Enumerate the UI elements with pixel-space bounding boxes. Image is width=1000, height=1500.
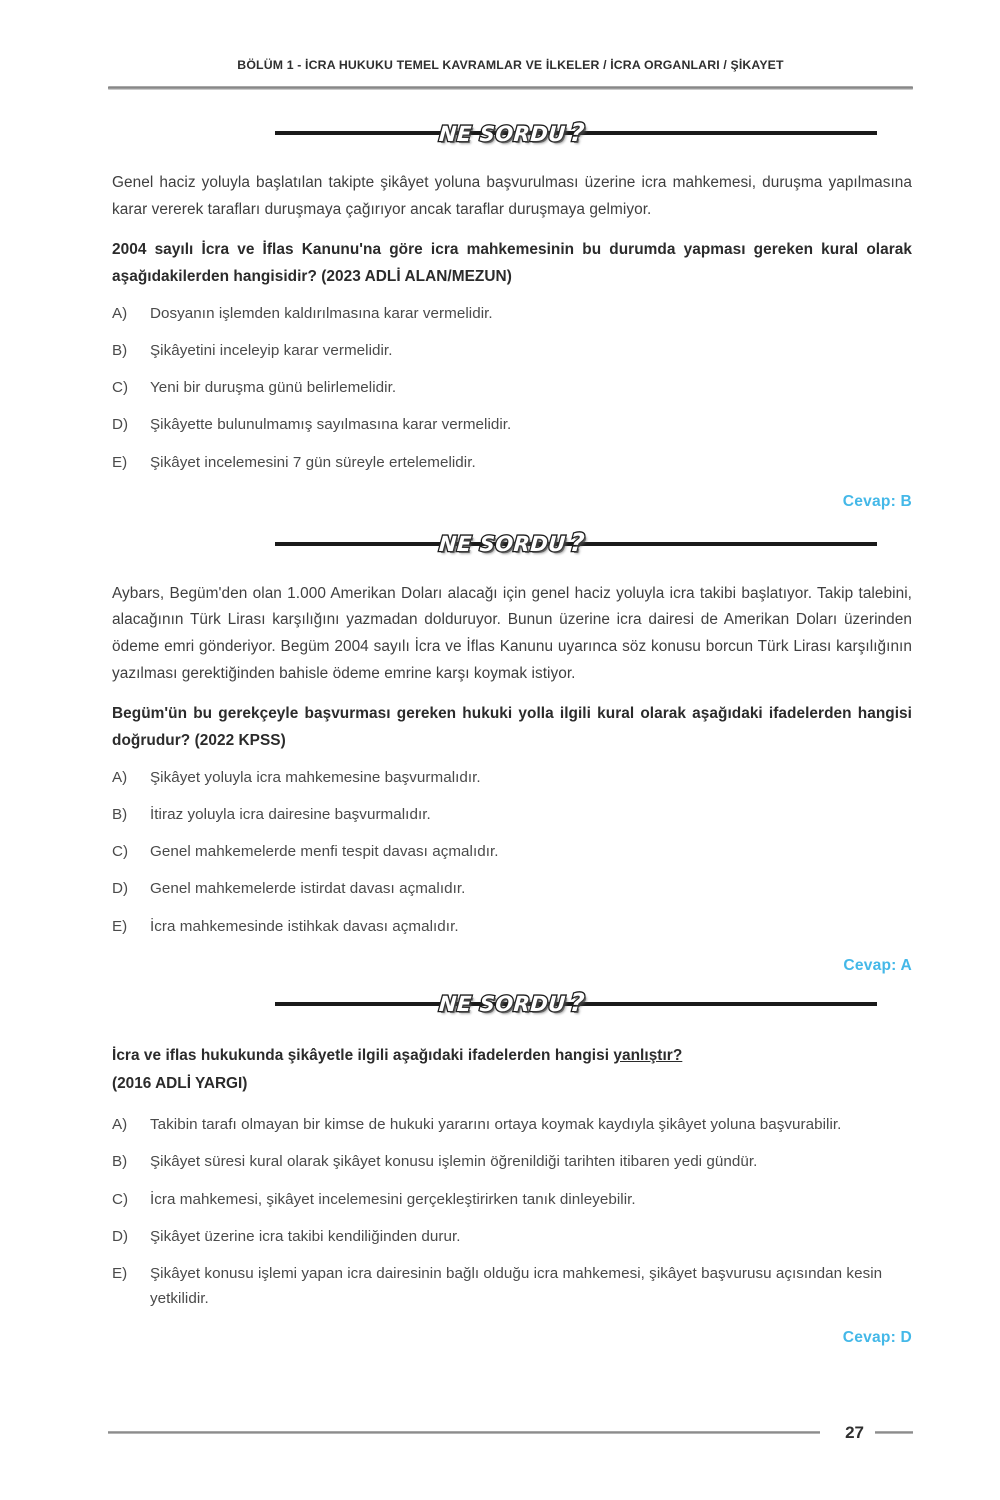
question-prompt	[112, 1043, 912, 1070]
option-text: Şikâyet yoluyla icra mahkemesine başvurmalıdır.	[150, 768, 481, 786]
option-text: İtiraz yoluyla icra dairesine başvurmalıdır.	[150, 805, 431, 823]
option-row[interactable]	[112, 914, 912, 939]
option-text: Şikâyet üzerine icra takibi kendiliğinden durur.	[150, 1227, 461, 1245]
question-prompt: Begüm'ün bu gerekçeyle başvurması gereken hukuki yolla ilgili kural olarak aşağıdaki ifadelerden hangisi doğrudur? (2022 KPSS)	[112, 705, 912, 749]
ne-sordu-banner	[112, 983, 912, 1025]
option-row[interactable]	[112, 301, 912, 326]
ne-sordu-banner	[112, 112, 912, 154]
page-number: 27	[845, 1423, 864, 1442]
option-row[interactable]	[112, 876, 912, 901]
option-text: Yeni bir duruşma günü belirlemelidir.	[150, 379, 397, 397]
footer-divider-left	[108, 1431, 820, 1434]
option-row[interactable]	[112, 1112, 912, 1137]
option-letter: C)	[112, 843, 129, 861]
option-letter: B)	[112, 805, 128, 823]
option-letter: C)	[112, 1190, 129, 1208]
option-letter: B)	[112, 1153, 128, 1171]
header-title: BÖLÜM 1 - İCRA HUKUKU TEMEL KAVRAMLAR VE İLKELER / İCRA ORGANLARI / ŞİKAYET	[237, 58, 784, 72]
page-content	[112, 112, 912, 1347]
answer-options	[112, 765, 912, 939]
option-row[interactable]	[112, 338, 912, 363]
option-letter: C)	[112, 379, 129, 397]
option-letter: E)	[112, 1264, 128, 1282]
option-text: İcra mahkemesi, şikâyet incelemesini gerçekleştirirken tanık dinleyebilir.	[150, 1190, 636, 1208]
option-row[interactable]	[112, 765, 912, 790]
option-text: Şikâyetini inceleyip karar vermelidir.	[150, 341, 393, 359]
option-letter: A)	[112, 768, 128, 786]
option-letter: A)	[112, 1116, 128, 1134]
option-row[interactable]	[112, 450, 912, 475]
answer-options	[112, 1112, 912, 1311]
ne-sordu-logo-question-mark: ?	[568, 528, 587, 558]
option-text: Şikâyet konusu işlemi yapan icra dairesinin bağlı olduğu icra mahkemesi, şikâyet başvurusu açısından kesin yetkilidir.	[150, 1264, 883, 1308]
answer-label: Cevap: B	[842, 492, 912, 510]
option-row[interactable]	[112, 1149, 912, 1174]
option-text: Şikâyette bulunulmamış sayılmasına karar vermelidir.	[150, 416, 512, 434]
answer-label: Cevap: A	[843, 956, 912, 974]
ne-sordu-logo	[429, 527, 595, 560]
ne-sordu-banner	[112, 523, 912, 565]
option-letter: D)	[112, 880, 129, 898]
answer-options	[112, 301, 912, 475]
ne-sordu-logo-text: NE SORDU	[438, 532, 567, 557]
page-header	[108, 58, 913, 90]
ne-sordu-logo-text: NE SORDU	[438, 992, 567, 1017]
option-text: Şikâyet süresi kural olarak şikâyet konusu işlemin öğrenildiği tarihten itibaren yedi gündür.	[150, 1153, 758, 1171]
option-letter: E)	[112, 453, 128, 471]
option-row[interactable]	[112, 412, 912, 437]
option-letter: D)	[112, 1227, 129, 1245]
option-text: Genel mahkemelerde istirdat davası açmalıdır.	[150, 880, 466, 898]
question-source: (2016 ADLİ YARGI)	[112, 1075, 248, 1093]
option-letter: B)	[112, 341, 128, 359]
ne-sordu-logo-question-mark: ?	[568, 117, 587, 147]
ne-sordu-logo	[429, 987, 595, 1020]
option-row[interactable]	[112, 375, 912, 400]
option-row[interactable]	[112, 1224, 912, 1249]
option-letter: A)	[112, 304, 128, 322]
option-text: Takibin tarafı olmayan bir kimse de hukuki yararını ortaya koymak kaydıyla şikâyet yoluna başvurabilir.	[150, 1116, 842, 1134]
header-divider	[108, 86, 913, 90]
ne-sordu-logo-question-mark: ?	[568, 988, 587, 1018]
option-text: İcra mahkemesinde istihkak davası açmalıdır.	[150, 917, 459, 935]
option-text: Dosyanın işlemden kaldırılmasına karar vermelidir.	[150, 304, 493, 322]
ne-sordu-logo-text: NE SORDU	[438, 121, 567, 146]
question-stem: Aybars, Begüm'den olan 1.000 Amerikan Doları alacağı için genel haciz yoluyla icra takibi başlatıyor. Takip talebini, alacağının Türk Lirası karşılığını yazmadan dolduruyor. Bunun üzerine icra dairesi de Amerikan Doları üzerinden ödeme emri gönderiyor. Begüm 2004 sayılı İcra ve İflas Kanunu uyarınca söz konusu borcun Türk Lirası karşılığının yazılması gerektiğinden bahisle ödeme emrine karşı koymak istiyor.	[112, 584, 912, 682]
question-prompt-emphasis: yanlıştır?	[613, 1046, 683, 1064]
option-row[interactable]	[112, 839, 912, 864]
question-stem: Genel haciz yoluyla başlatılan takipte şikâyet yoluna başvurulması üzerine icra mahkemesi, duruşma yapılmasına karar vererek tarafları duruşmaya çağırıyor ancak taraflar duruşmaya gelmiyor.	[112, 174, 912, 218]
ne-sordu-logo	[429, 117, 595, 150]
question-prompt-text: İcra ve iflas hukukunda şikâyetle ilgili aşağıdaki ifadelerden hangisi	[112, 1046, 614, 1064]
answer-label: Cevap: D	[842, 1329, 912, 1347]
option-text: Şikâyet incelemesini 7 gün süreyle ertelemelidir.	[150, 453, 476, 471]
page-footer	[108, 1424, 913, 1441]
option-text: Genel mahkemelerde menfi tespit davası açmalıdır.	[150, 843, 499, 861]
question-prompt: 2004 sayılı İcra ve İflas Kanunu'na göre icra mahkemesinin bu durumda yapması gereken kural olarak aşağıdakilerden hangisidir? (2023 ADLİ ALAN/MEZUN)	[112, 241, 912, 285]
option-letter: D)	[112, 416, 129, 434]
option-letter: E)	[112, 917, 128, 935]
footer-divider-right	[875, 1431, 913, 1434]
option-row[interactable]	[112, 1187, 912, 1212]
option-row[interactable]	[112, 1261, 912, 1311]
option-row[interactable]	[112, 802, 912, 827]
